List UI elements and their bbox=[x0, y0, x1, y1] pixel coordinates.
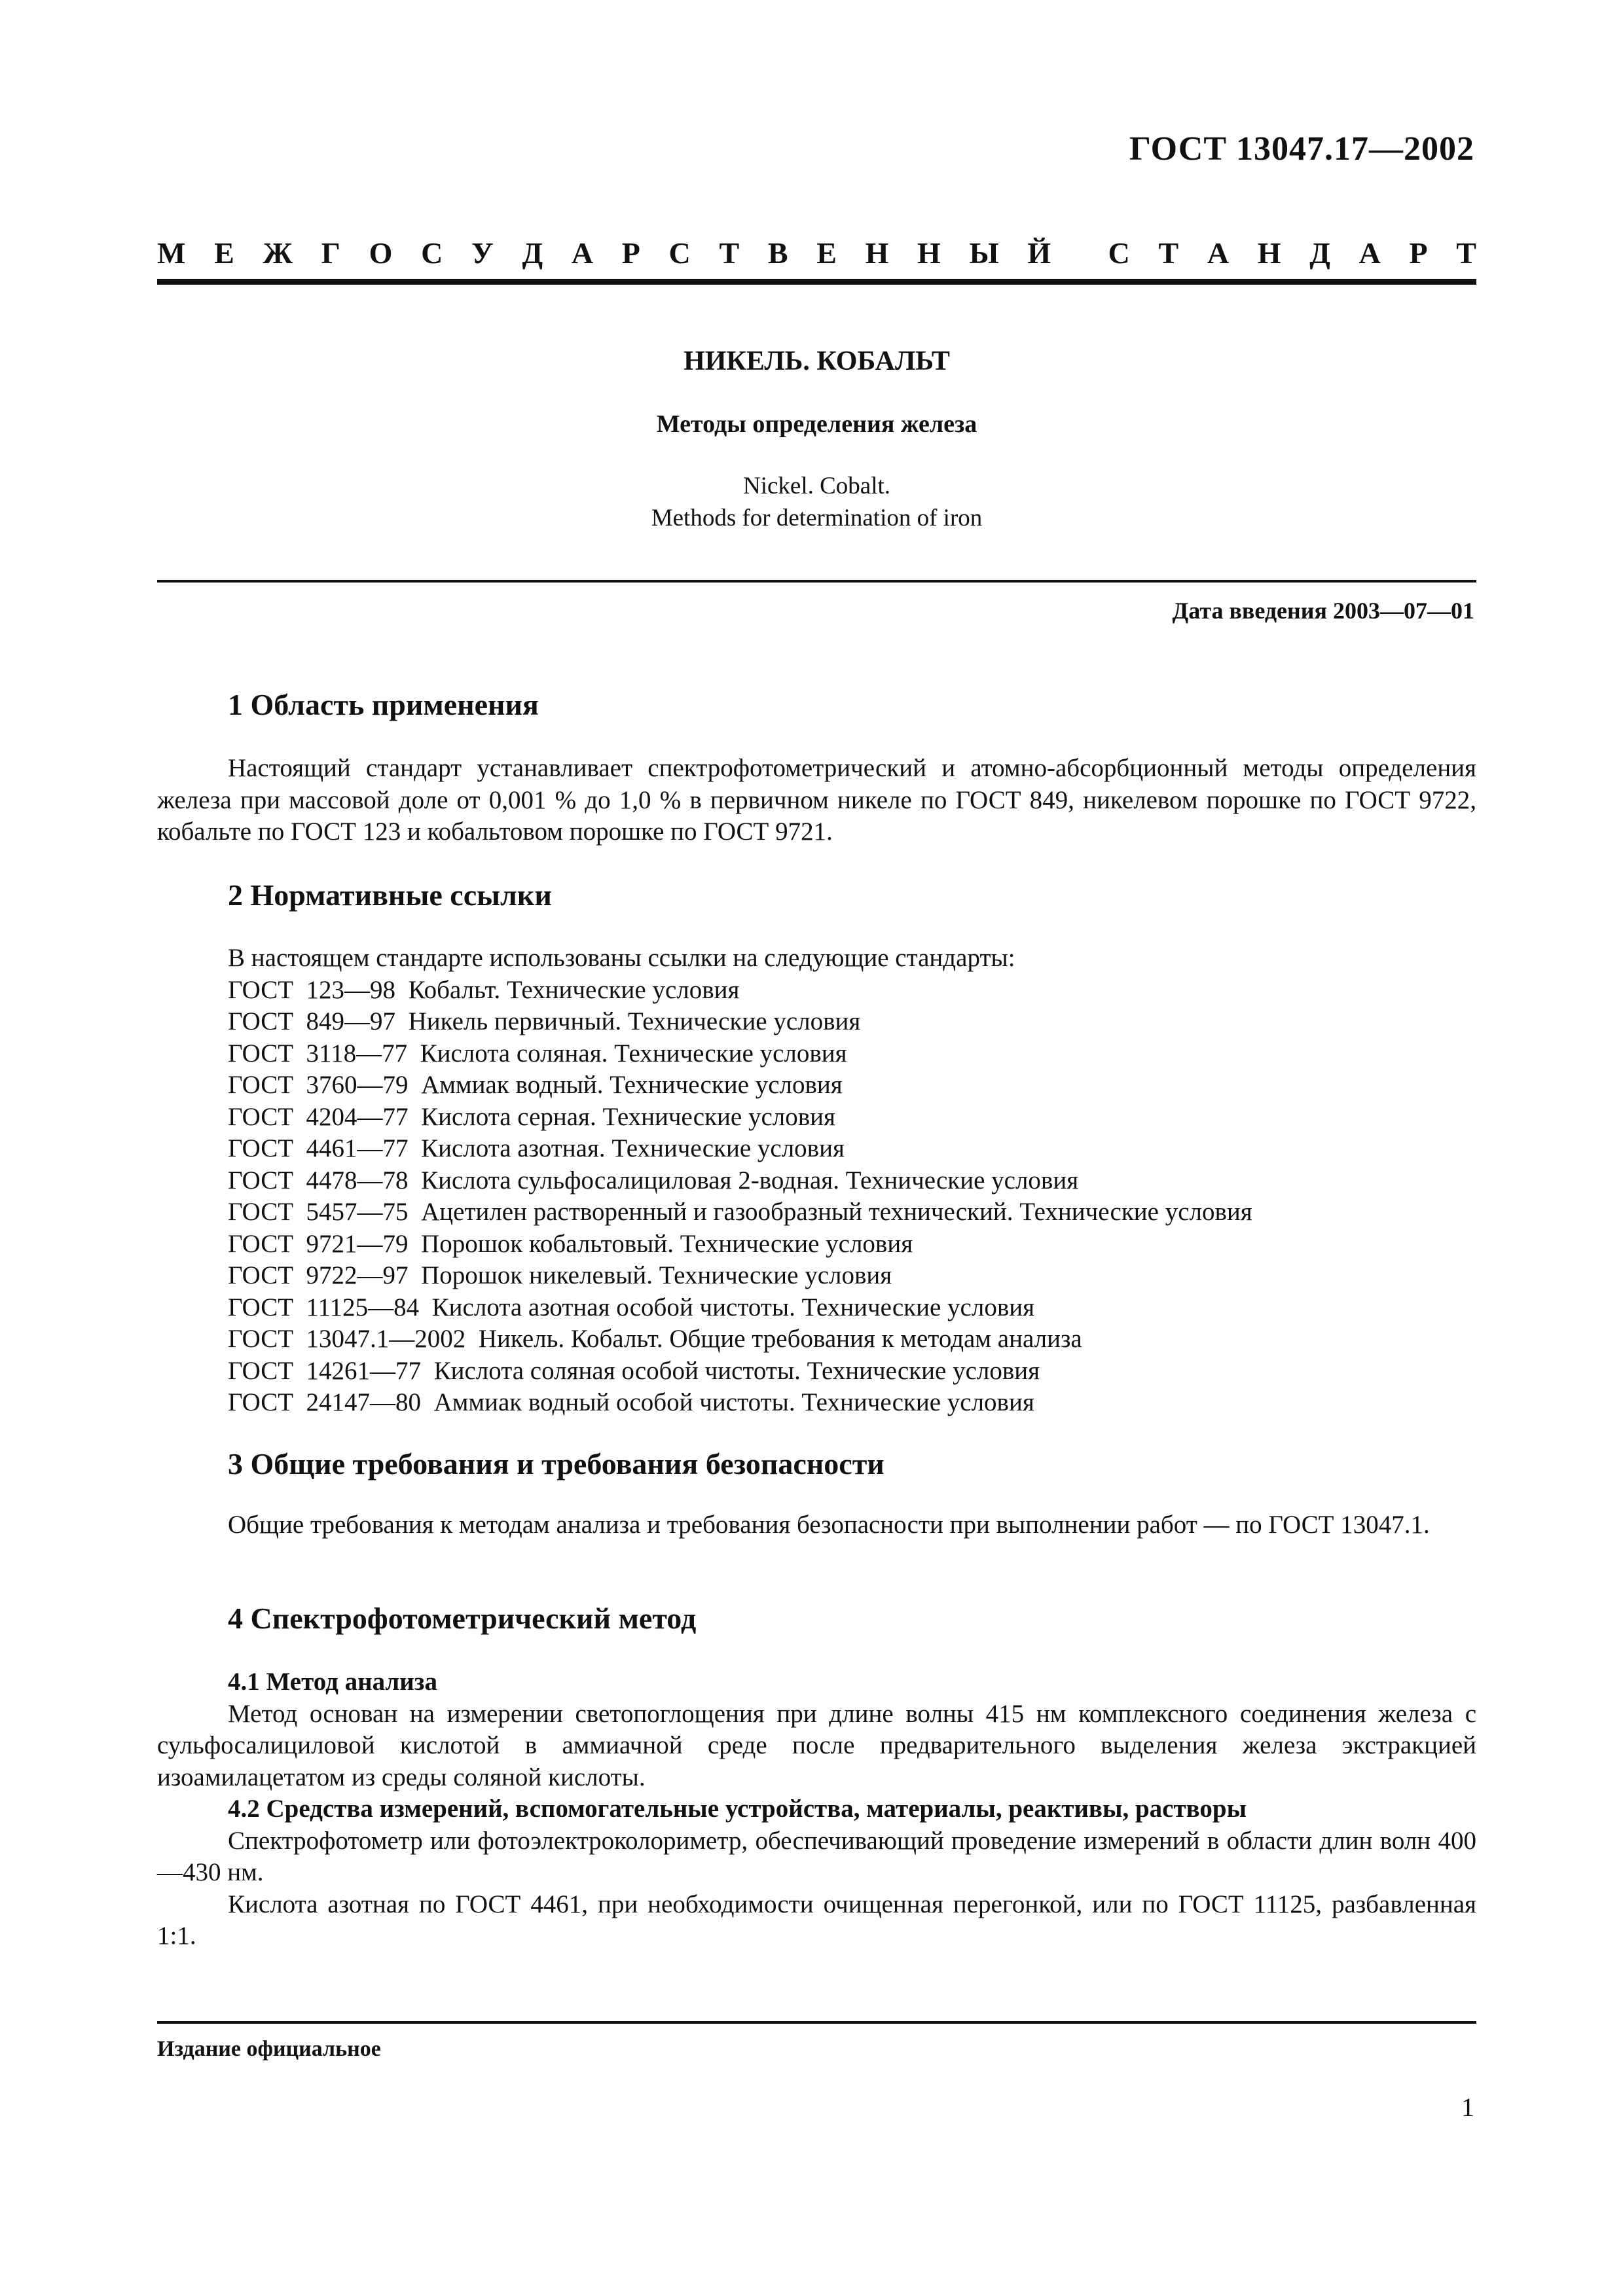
reference-code: ГОСТ 9721—79 bbox=[228, 1229, 409, 1258]
reference-code: ГОСТ 123—98 bbox=[228, 975, 396, 1004]
banner-letter: Р bbox=[1409, 236, 1428, 270]
references-intro: В настоящем стандарте использованы ссылки на следующие стандарты: bbox=[228, 944, 1015, 972]
reference-item bbox=[228, 1069, 1511, 1102]
reference-title: Никель. Кобальт. Общие требования к методам анализа bbox=[478, 1325, 1082, 1353]
reference-item bbox=[228, 1006, 1511, 1038]
reference-item bbox=[228, 1196, 1511, 1229]
section-1-heading: 1 Область применения bbox=[228, 688, 539, 721]
reference-item bbox=[228, 1038, 1511, 1070]
reference-code: ГОСТ 11125—84 bbox=[228, 1293, 420, 1321]
gost-number: ГОСТ 13047.17—2002 bbox=[1129, 130, 1474, 168]
section-1-text: Настоящий стандарт устанавливает спектрофотометрический и атомно-абсорбционный методы определения железа при массовой доле от 0,001 % до 1,0 % в первичном никеле по ГОСТ 849, никелевом порошке по ГОСТ 9722, кобальте по ГОСТ 123 и кобальтовом порошке по ГОСТ 9721. bbox=[157, 754, 1476, 846]
reference-code: ГОСТ 849—97 bbox=[228, 1007, 396, 1035]
banner-letter: Т bbox=[1158, 236, 1179, 270]
reference-item bbox=[228, 1387, 1511, 1419]
banner-letter: С bbox=[668, 236, 691, 270]
reference-title: Кислота соляная особой чистоты. Технические условия bbox=[433, 1356, 1040, 1385]
interstate-standard-banner bbox=[157, 236, 1476, 270]
banner-letter: А bbox=[1359, 236, 1381, 270]
reference-code: ГОСТ 3118—77 bbox=[228, 1039, 408, 1067]
banner-letter: Н bbox=[865, 236, 889, 270]
reference-code: ГОСТ 14261—77 bbox=[228, 1356, 422, 1385]
reference-code: ГОСТ 4204—77 bbox=[228, 1102, 409, 1131]
banner-letter: Т bbox=[719, 236, 740, 270]
reference-title: Аммиак водный особой чистоты. Технические условия bbox=[433, 1388, 1034, 1416]
introduction-date: Дата введения 2003—07—01 bbox=[1172, 598, 1474, 624]
banner-letter: А bbox=[1207, 236, 1230, 270]
reference-code: ГОСТ 4461—77 bbox=[228, 1134, 409, 1162]
banner-letter: Д bbox=[1309, 236, 1330, 270]
section-1-body bbox=[157, 753, 1476, 848]
reference-title: Кислота азотная особой чистоты. Технические условия bbox=[431, 1293, 1035, 1321]
section-4-heading: 4 Спектрофотометрический метод bbox=[228, 1602, 697, 1635]
banner-letter: Н bbox=[1257, 236, 1281, 270]
reference-item bbox=[228, 1133, 1511, 1165]
reference-code: ГОСТ 13047.1—2002 bbox=[228, 1325, 466, 1353]
section-2-heading: 2 Нормативные ссылки bbox=[228, 878, 552, 912]
english-title-line-1: Nickel. Cobalt. bbox=[742, 473, 891, 499]
banner-letter: Т bbox=[1456, 236, 1476, 270]
document-subtitle: Методы определения железа bbox=[656, 410, 977, 438]
section-3-text: Общие требования к методам анализа и требования безопасности при выполнении работ — по ГОСТ 13047.1. bbox=[228, 1511, 1430, 1539]
section-4-body bbox=[157, 1666, 1476, 1952]
title-rule bbox=[157, 580, 1476, 583]
banner-letter: Ы bbox=[969, 236, 999, 270]
banner-letter: Й bbox=[1027, 236, 1051, 270]
reference-code: ГОСТ 9722—97 bbox=[228, 1261, 409, 1289]
subsection-4-2-paragraph-2: Кислота азотная по ГОСТ 4461, при необходимости очищенная перегонкой, или по ГОСТ 11125, разбавленная 1:1. bbox=[157, 1890, 1476, 1950]
reference-title: Кобальт. Технические условия bbox=[408, 975, 740, 1004]
banner-letter: О bbox=[369, 236, 393, 270]
subsection-4-1-text: Метод основан на измерении светопоглощения при длине волны 415 нм комплексного соединения железа с сульфосалициловой кислотой в аммиачной среде после предварительного выделения железа экстракцией изоамилацетатом из среды соляной кислоты. bbox=[157, 1699, 1476, 1791]
reference-title: Кислота сульфосалициловая 2-водная. Технические условия bbox=[421, 1166, 1079, 1194]
page-number: 1 bbox=[1461, 2092, 1474, 2122]
document-title: НИКЕЛЬ. КОБАЛЬТ bbox=[684, 346, 950, 376]
banner-letter: Г bbox=[321, 236, 340, 270]
reference-item bbox=[228, 975, 1511, 1007]
banner-letter: Д bbox=[522, 236, 543, 270]
reference-item bbox=[228, 1260, 1511, 1292]
english-title bbox=[157, 470, 1476, 534]
reference-code: ГОСТ 3760—79 bbox=[228, 1071, 409, 1099]
reference-title: Аммиак водный. Технические условия bbox=[421, 1071, 843, 1099]
reference-item bbox=[228, 1292, 1511, 1324]
banner-letter: В bbox=[767, 236, 788, 270]
banner-letter: У bbox=[471, 236, 494, 270]
section-3-heading: 3 Общие требования и требования безопасности bbox=[228, 1447, 884, 1480]
reference-item bbox=[228, 1323, 1511, 1355]
reference-item bbox=[228, 1229, 1511, 1261]
banner-letter: Р bbox=[621, 236, 640, 270]
header-rule bbox=[157, 279, 1476, 285]
reference-item bbox=[228, 1355, 1511, 1388]
banner-letter: М bbox=[157, 236, 186, 270]
banner-letter: Е bbox=[816, 236, 837, 270]
reference-title: Кислота соляная. Технические условия bbox=[420, 1039, 847, 1067]
banner-letter: Ж bbox=[263, 236, 293, 270]
reference-item bbox=[228, 1165, 1511, 1197]
reference-title: Кислота серная. Технические условия bbox=[421, 1102, 835, 1131]
footer-rule bbox=[157, 2021, 1476, 2024]
banner-letter: Н bbox=[917, 236, 941, 270]
subsection-4-2-heading: 4.2 Средства измерений, вспомогательные устройства, материалы, реактивы, растворы bbox=[228, 1795, 1247, 1823]
reference-title: Кислота азотная. Технические условия bbox=[421, 1134, 845, 1162]
reference-title: Порошок кобальтовый. Технические условия bbox=[421, 1229, 913, 1258]
reference-code: ГОСТ 4478—78 bbox=[228, 1166, 409, 1194]
english-title-line-2: Methods for determination of iron bbox=[651, 505, 983, 531]
banner-letter: С bbox=[421, 236, 443, 270]
banner-letter: Е bbox=[214, 236, 234, 270]
banner-letter: А bbox=[571, 236, 594, 270]
subsection-4-1-heading: 4.1 Метод анализа bbox=[228, 1668, 437, 1696]
normative-references bbox=[228, 942, 1511, 1419]
reference-title: Ацетилен растворенный и газообразный технический. Технические условия bbox=[421, 1198, 1252, 1226]
references-list bbox=[228, 975, 1511, 1419]
reference-code: ГОСТ 24147—80 bbox=[228, 1388, 422, 1416]
reference-item bbox=[228, 1102, 1511, 1134]
subsection-4-2-paragraph-1: Спектрофотометр или фотоэлектроколориметр, обеспечивающий проведение измерений в области длин волн 400—430 нм. bbox=[157, 1826, 1476, 1886]
reference-title: Никель первичный. Технические условия bbox=[408, 1007, 861, 1035]
reference-title: Порошок никелевый. Технические условия bbox=[421, 1261, 892, 1289]
reference-code: ГОСТ 5457—75 bbox=[228, 1198, 409, 1226]
banner-letter: С bbox=[1108, 236, 1130, 270]
section-3-body bbox=[157, 1509, 1476, 1541]
official-edition-label: Издание официальное bbox=[157, 2037, 381, 2061]
